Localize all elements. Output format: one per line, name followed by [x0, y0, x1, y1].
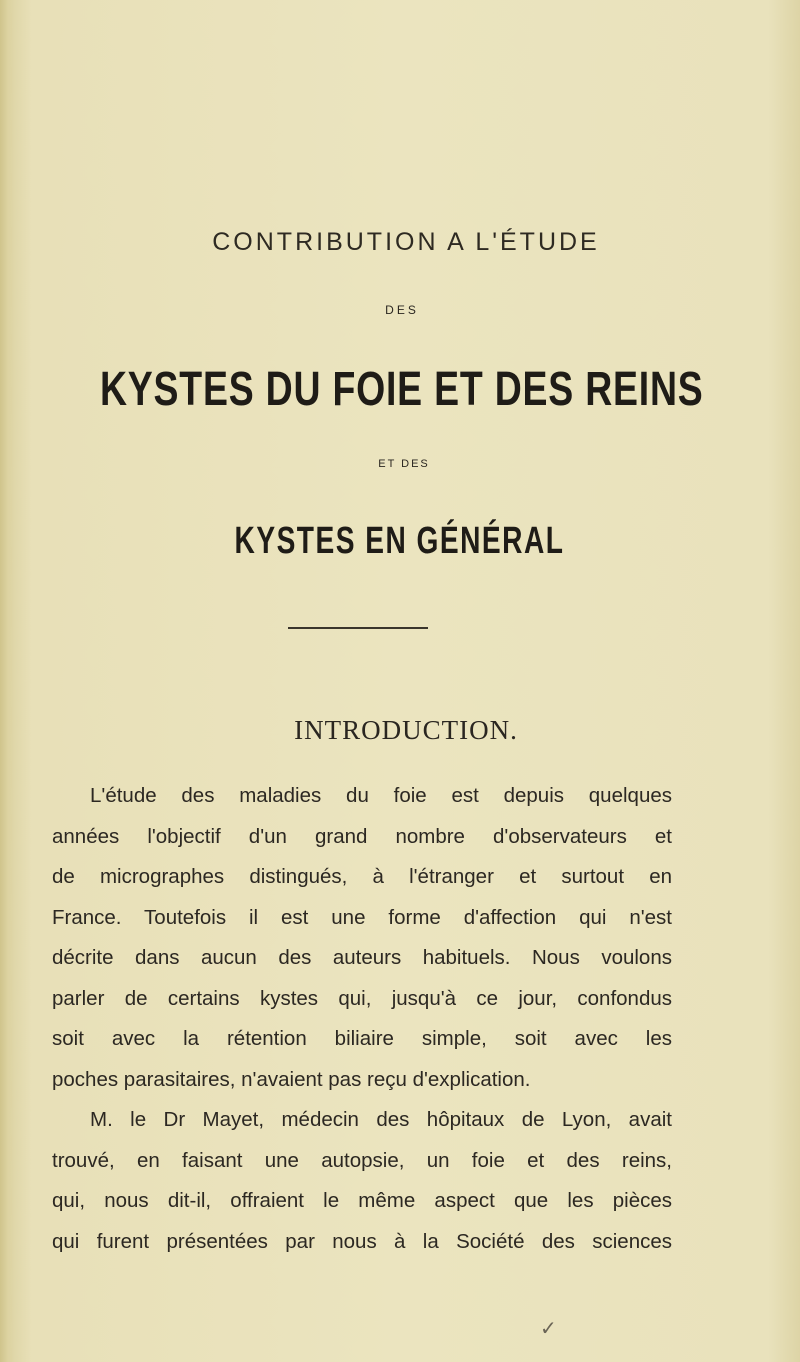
text-line: M. le Dr Mayet, médecin des hôpitaux de Lyon, avait — [90, 1108, 672, 1131]
text-line: qui, nous dit-il, offraient le même aspect que les pièces — [52, 1189, 672, 1212]
text-line: années l'objectif d'un grand nombre d'observateurs et — [52, 824, 672, 848]
text-line: L'étude des maladies du foie est depuis quelques — [90, 784, 672, 807]
title-divider — [288, 627, 428, 629]
text-line: décrite dans aucun des auteurs habituels. Nous voulons — [52, 946, 672, 969]
title-et-des: ET DES — [378, 458, 430, 470]
text-line: qui furent présentées par nous à la Société des sciences — [52, 1229, 672, 1253]
text-line: de micrographes distingués, à l'étranger et surtout en — [52, 865, 672, 888]
title-kystes-general: KYSTES EN GÉNÉRAL — [234, 520, 565, 562]
text-line: poches parasitaires, n'avaient pas reçu d'explication. — [52, 1067, 531, 1091]
page-edge — [0, 0, 14, 1362]
page-mark: ✓ — [540, 1318, 557, 1340]
body-paragraphs — [52, 776, 672, 1262]
section-heading: INTRODUCTION. — [294, 715, 518, 745]
title-des: DES — [385, 303, 419, 317]
text-line: France. Toutefois il est une forme d'affection qui n'est — [52, 905, 672, 929]
title-contribution: CONTRIBUTION A L'ÉTUDE — [212, 228, 600, 256]
text-line: parler de certains kystes qui, jusqu'à ce jour, confondus — [52, 986, 672, 1010]
text-line: trouvé, en faisant une autopsie, un foie et des reins, — [52, 1148, 672, 1172]
text-line: soit avec la rétention biliaire simple, soit avec les — [52, 1027, 672, 1050]
title-kystes-foie-reins: KYSTES DU FOIE ET DES REINS — [99, 363, 704, 416]
